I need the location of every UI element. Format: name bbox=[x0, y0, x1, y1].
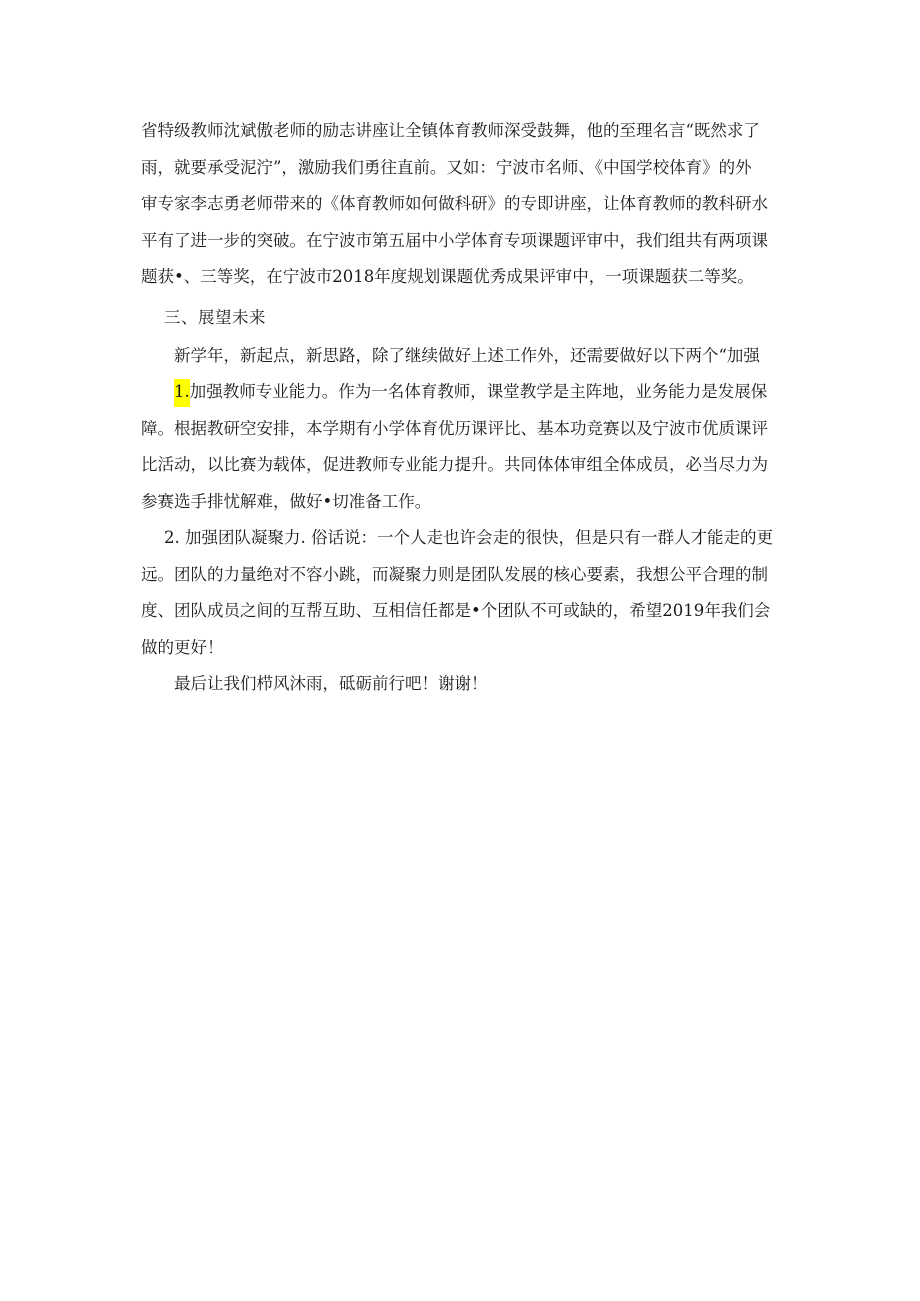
list-item-2-first-line: 2. 加强团队凝聚力. 俗话说：一个人走也许会走的很快，但是只有一群人才能走的更 bbox=[164, 528, 773, 547]
paragraph-line: 省特级教师沈斌傲老师的励志讲座让全镇体育教师深受鼓舞，他的至理名言“既然求了 bbox=[141, 121, 760, 140]
paragraph-line: 参赛选手排忧解难，做好•切准备工作。 bbox=[141, 492, 432, 511]
paragraph-line: 题获•、三等奖，在宁波市2018年度规划课题优秀成果评审中，一项课题获二等奖。 bbox=[141, 267, 754, 286]
paragraph-line: 度、团队成员之间的互帮互助、互相信任都是•个团队不可或缺的，希望2019年我们会 bbox=[141, 601, 771, 620]
paragraph-line: 平有了进一步的突破。在宁波市第五届中小学体育专项课题评审中，我们组共有两项课 bbox=[141, 231, 768, 250]
highlighted-number: 1. bbox=[174, 379, 190, 407]
paragraph-line: 做的更好！ bbox=[141, 638, 224, 657]
paragraph-line: 新学年，新起点，新思路，除了继续做好上述工作外，还需要做好以下两个“加强 bbox=[174, 346, 760, 365]
paragraph-line: 审专家李志勇老师带来的《体育教师如何做科研》的专即讲座，让体育教师的教科研水 bbox=[141, 194, 768, 213]
paragraph-line: 障。根据教研空安排，本学期有小学体育优历课评比、基本功竞赛以及宁波市优质课评 bbox=[141, 419, 768, 438]
list-item-text: 加强教师专业能力。作为一名体育教师，课堂教学是主阵地，业务能力是发展保 bbox=[189, 382, 768, 401]
closing-line: 最后让我们栉风沐雨，砥砺前行吧！谢谢！ bbox=[174, 674, 488, 693]
paragraph-line: 雨，就要承受泥泞”，激励我们勇往直前。又如：宁波市名师、《中国学校体育》的外 bbox=[141, 158, 752, 177]
paragraph-line: 远。团队的力量绝对不容小跳，而凝聚力则是团队发展的核心要素，我想公平合理的制 bbox=[141, 565, 768, 584]
section-heading: 三、展望未来 bbox=[164, 308, 266, 327]
list-item-1-first-line bbox=[174, 381, 920, 403]
paragraph-line: 比活动，以比赛为载体，促进教师专业能力提升。共同体体审组全体成员，必当尽力为 bbox=[141, 455, 768, 474]
